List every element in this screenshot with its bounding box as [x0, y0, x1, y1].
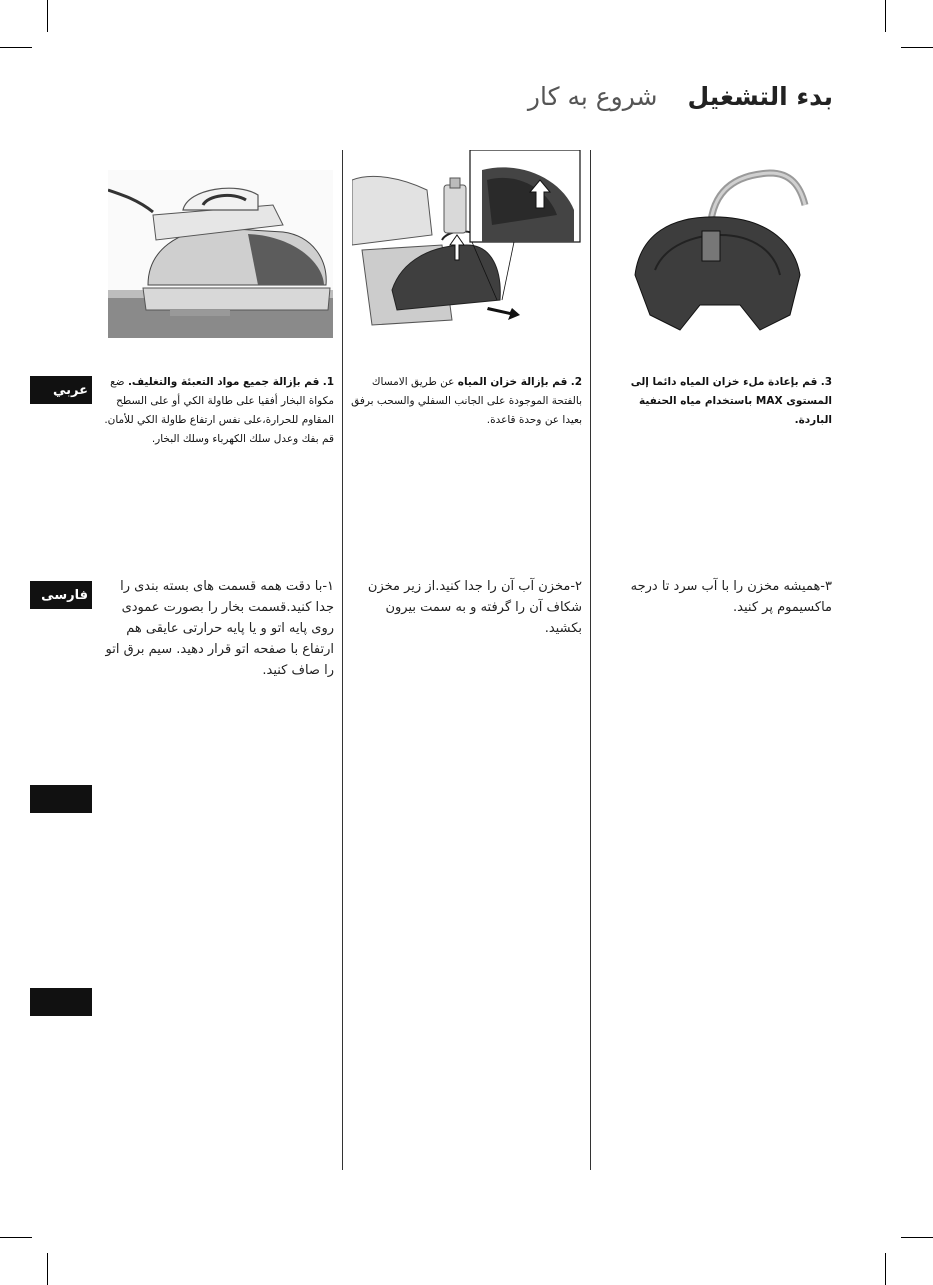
- farsi-step-2: [350, 576, 582, 639]
- language-tab-farsi: [30, 581, 92, 609]
- step-lead: قم بإزالة جميع مواد التعبئة والتغليف.: [127, 376, 320, 388]
- farsi-step-1: [102, 576, 334, 681]
- language-tab-arabic: [30, 376, 92, 404]
- steam-generator-iron-illustration: [108, 170, 333, 338]
- water-tank-fill-illustration: [620, 165, 820, 335]
- arabic-step-2: [350, 373, 582, 430]
- step-number: 3.: [820, 376, 832, 388]
- farsi-step-3: [600, 576, 832, 618]
- step-number: 1.: [322, 376, 334, 388]
- crop-mark: [901, 1237, 933, 1238]
- crop-mark: [0, 47, 32, 48]
- arabic-step-1: [102, 373, 334, 449]
- crop-mark: [885, 1253, 886, 1285]
- figure-remove-tank: [352, 150, 582, 330]
- crop-mark: [47, 0, 48, 32]
- figure-fill-tank: [620, 165, 820, 335]
- step-lead: قم بإعادة ملء خزان المياه دائما إلى المستوى MAX باستخدام مياه الحنفية الباردة.: [630, 376, 832, 426]
- step-text: ۲-مخزن آب آن را جدا کنید.از زیر مخزن شکاف آن را گرفته و به سمت بیرون بکشید.: [367, 579, 582, 636]
- step-lead: قم بإزالة خزان المياه: [457, 376, 568, 388]
- step-text: ۳-همیشه مخزن را با آب سرد تا درجه ماکسیموم پر کنید.: [630, 579, 832, 615]
- step-text: ۱-با دقت همه قسمت های بسته بندی را جدا کنید.قسمت بخار را بصورت عمودی روی پایه اتو و یا پایه حرارتی عایقی هم ارتفاع با صفحه اتو قرار دهید. سیم برق اتو را صاف کنید.: [105, 579, 334, 678]
- language-tab-blank: [30, 988, 92, 1016]
- column-divider: [342, 150, 343, 1170]
- arabic-step-3: [600, 373, 832, 430]
- figure-iron-on-board: [108, 170, 333, 338]
- language-tab-label: فارسی: [41, 587, 88, 603]
- language-tab-label: عربي: [52, 382, 88, 398]
- column-divider: [590, 150, 591, 1170]
- step-text: عن طريق الامساك بالفتحة الموجودة على الجانب السفلي والسحب برفق بعيدا عن وحدة قاعدة.: [351, 376, 582, 426]
- water-tank-removal-illustration: [352, 150, 582, 330]
- page-title-arabic: بدء التشغيل: [687, 82, 833, 111]
- crop-mark: [885, 0, 886, 32]
- crop-mark: [901, 47, 933, 48]
- page-title-farsi: شروع به کار: [527, 82, 658, 111]
- step-number: 2.: [570, 376, 582, 388]
- language-tab-blank: [30, 785, 92, 813]
- page-title: [528, 82, 833, 111]
- step-text: ضع مكواة البخار أفقيا على طاولة الكي أو على السطح المقاوم للحرارة،على نفس ارتفاع طاولة الكي للأمان. قم بفك وعدل سلك الكهرباء وسلك البخار.: [104, 376, 334, 445]
- crop-mark: [47, 1253, 48, 1285]
- crop-mark: [0, 1237, 32, 1238]
